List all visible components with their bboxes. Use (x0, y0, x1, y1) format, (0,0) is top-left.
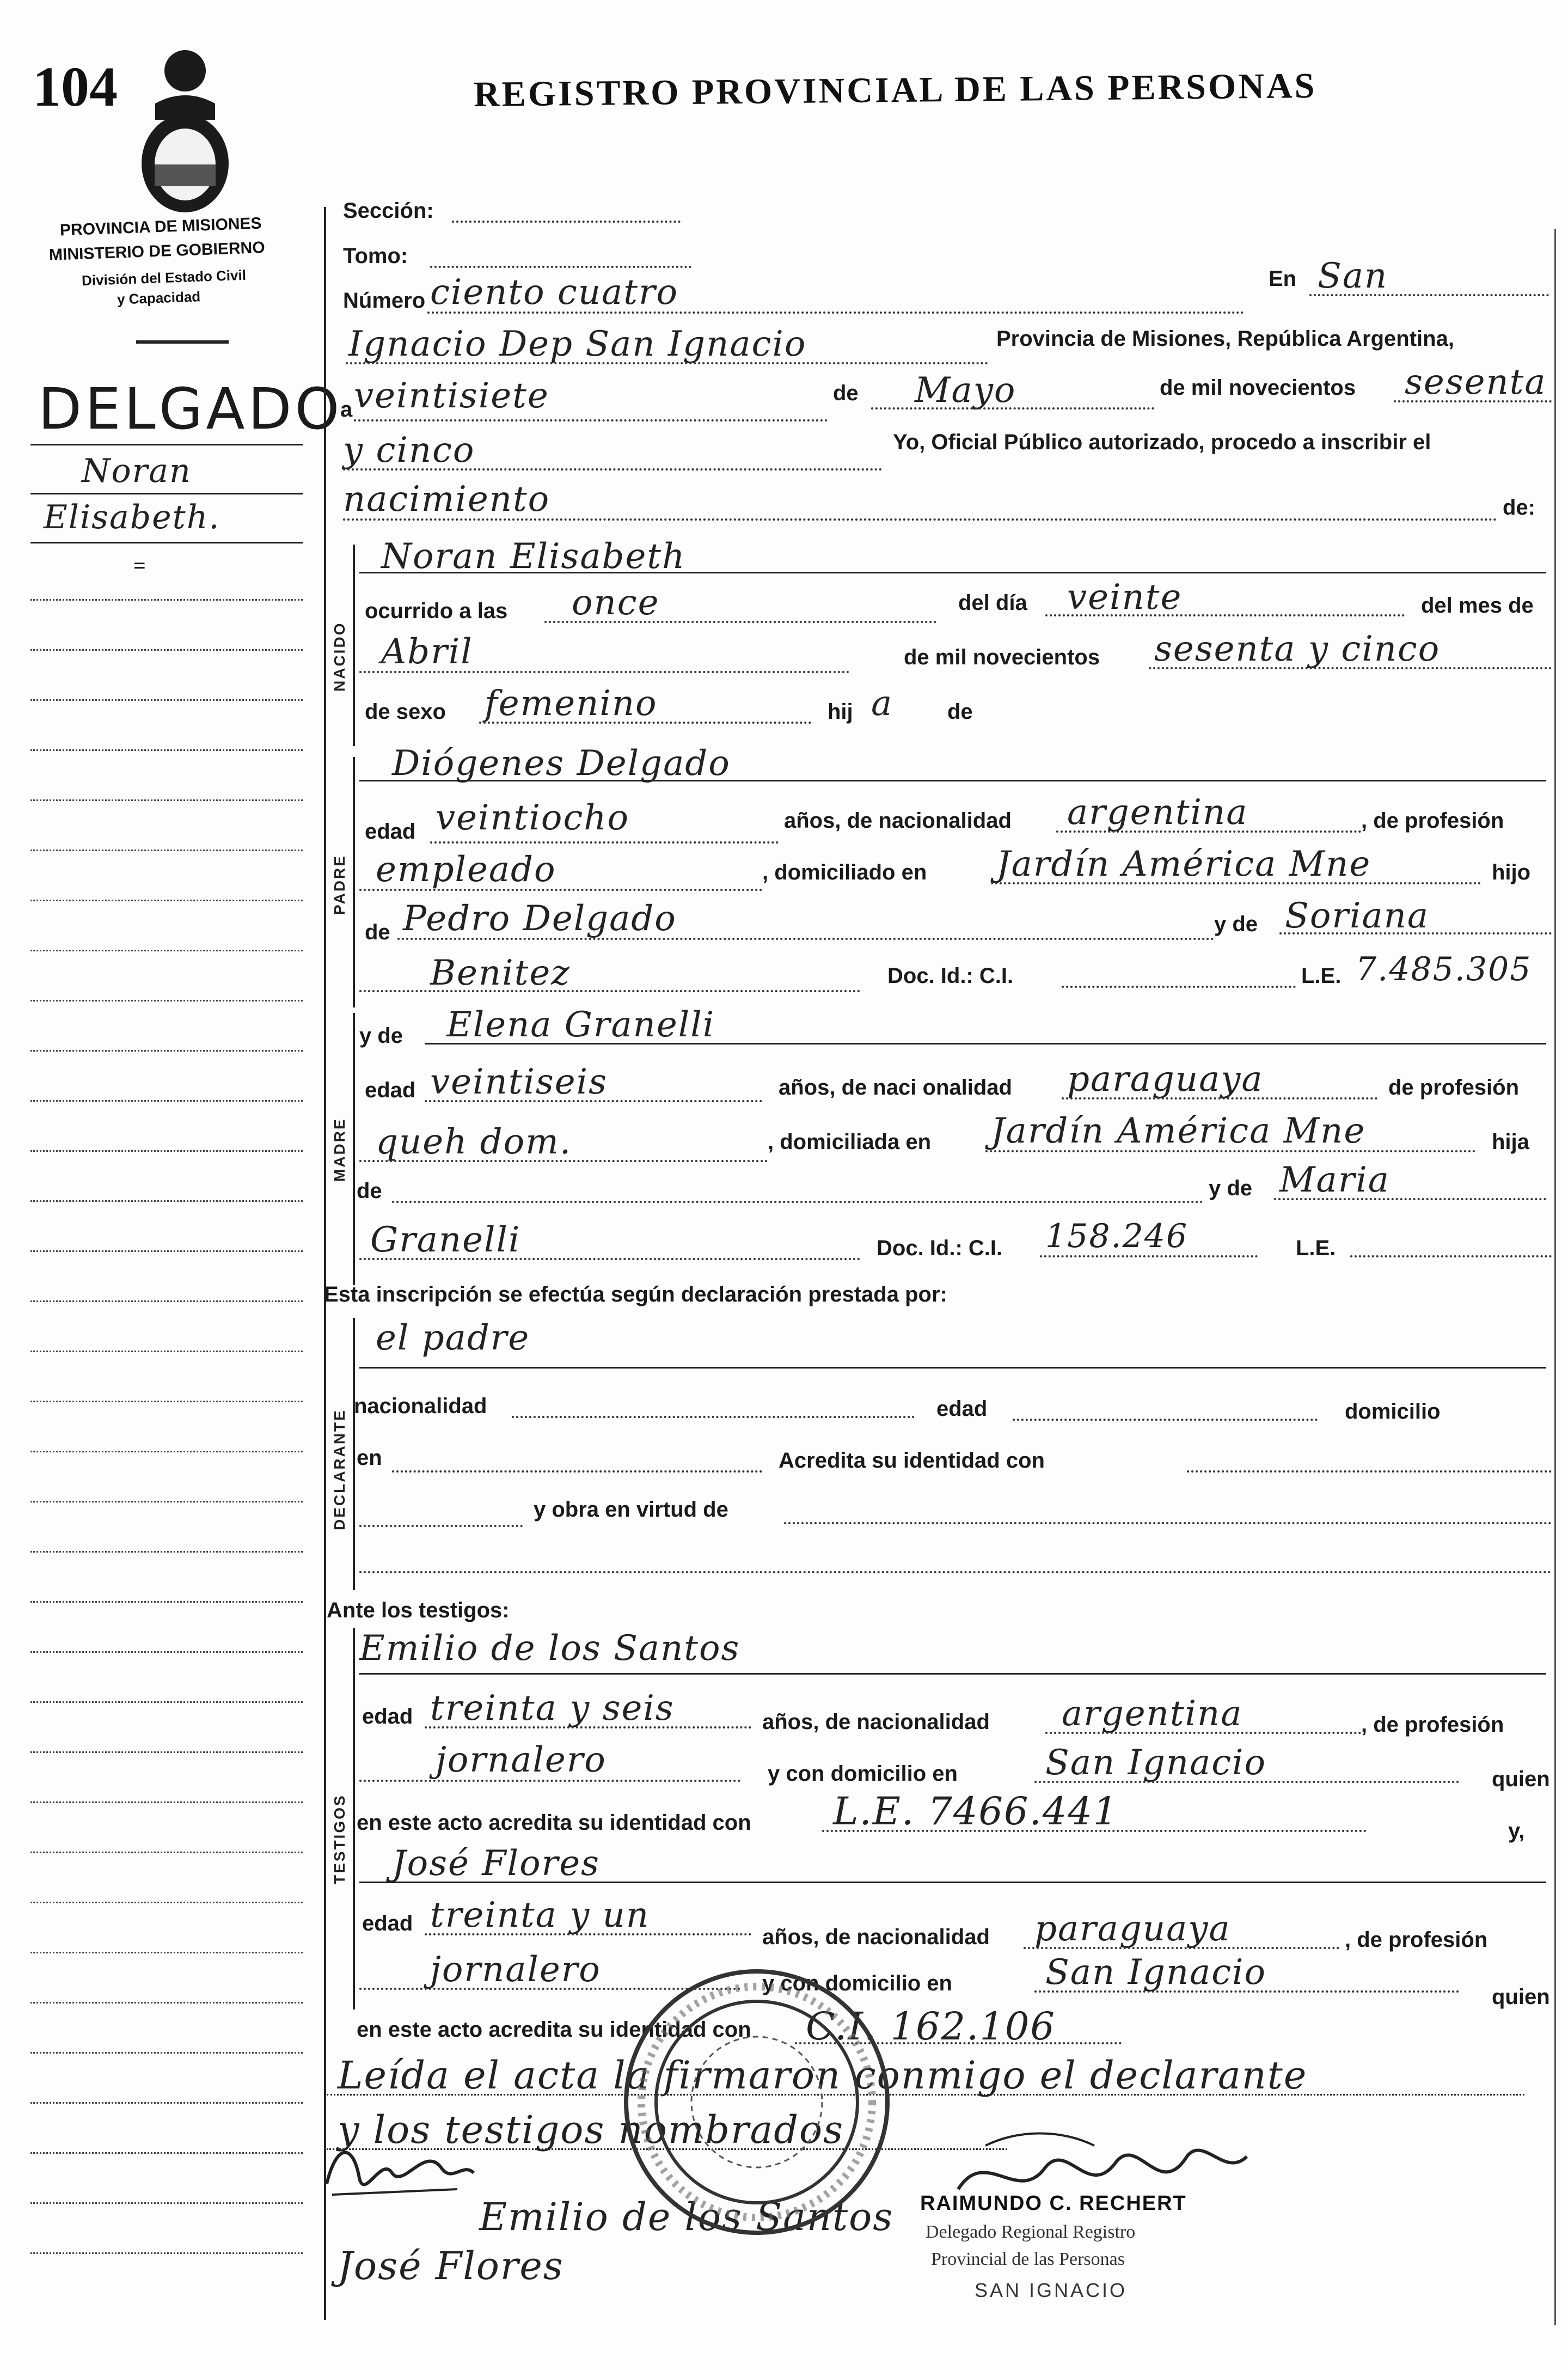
w2-quien-label: quien (1492, 1985, 1550, 2009)
sexo-value: femenino (485, 683, 658, 724)
nacido-tag: NACIDO (331, 621, 348, 692)
w2-nac-value: paraguaya (1034, 1909, 1231, 1949)
padre-nac-field (1056, 830, 1361, 833)
margin-ruled-line (30, 1651, 303, 1653)
en-field (1309, 294, 1549, 296)
padre-mother-field (1279, 932, 1552, 934)
madre-edad-value: veintiseis (430, 1062, 608, 1102)
w2-edad-value: treinta y un (430, 1895, 650, 1935)
official-signature (316, 2124, 479, 2211)
tomo-field (430, 266, 691, 268)
margin-ruled-line (30, 1200, 303, 1202)
madre-nac-label: años, de naci onalidad (779, 1076, 1012, 1100)
margin-ruled-line (30, 1451, 303, 1452)
margin-ruled-line (30, 599, 303, 601)
padre-name: Diógenes Delgado (392, 743, 731, 784)
margin-ruled-line (30, 1351, 303, 1352)
de-label: de (833, 381, 859, 405)
margin-rule-2 (30, 493, 303, 494)
madre-ci-value: 158.246 (1045, 1217, 1189, 1255)
en-value: San (1318, 256, 1388, 296)
testigos-tag: TESTIGOS (331, 1794, 348, 1884)
month-field (871, 407, 1154, 410)
declarante-nac-field (512, 1416, 915, 1418)
declarante-tag: DECLARANTE (331, 1409, 348, 1530)
madre-mother-value-1: Maria (1279, 1160, 1390, 1200)
declarante-en-label: en (357, 1446, 382, 1470)
madre-mother-value-2: Granelli (370, 1220, 521, 1260)
margin-ruled-line (30, 1150, 303, 1152)
ocurrido-label: ocurrido a las (365, 599, 508, 623)
padre-edad-field (430, 841, 779, 844)
padre-bracket (353, 757, 355, 1007)
margin-ruled-line (30, 2052, 303, 2054)
madre-ci-field (1040, 1255, 1258, 1257)
witness-signature-1: Emilio de los Santos (479, 2195, 894, 2239)
nacido-day-field (1045, 614, 1405, 616)
w2-acredita-label: en este acto acredita su identidad con (357, 2018, 751, 2042)
w2-nac-field (1024, 1947, 1339, 1949)
margin-ruled-line (30, 850, 303, 851)
madre-mother2-field (359, 1258, 860, 1260)
madre-dom-value: Jardín América Mne (991, 1111, 1366, 1151)
padre-prof-label: , de profesión (1361, 809, 1504, 833)
padre-le-label: L.E. (1301, 964, 1342, 988)
testigos-intro: Ante los testigos: (327, 1598, 510, 1622)
declarante-bracket (353, 1318, 355, 1590)
margin-ruled-line (30, 2252, 303, 2254)
padre-edad-value: veintiocho (436, 798, 630, 838)
declarante-edad-label: edad (936, 1397, 988, 1421)
declarante-edad-field (1013, 1419, 1318, 1421)
padre-father-value: Pedro Delgado (403, 899, 677, 939)
padre-mother-value-2: Benitez (430, 953, 571, 993)
margin-rule-1 (30, 444, 303, 445)
w2-prof-label: , de profesión (1345, 1928, 1488, 1952)
madre-prof-value: queh dom. (376, 1122, 572, 1162)
sexo-field (479, 722, 811, 724)
madre-le-field (1350, 1255, 1552, 1257)
margin-ruled-line (30, 1050, 303, 1052)
place-value: Ignacio Dep San Ignacio (348, 324, 807, 364)
nacido-name: Noran Elisabeth (381, 536, 686, 577)
agency-line-3: División del Estado Civil (81, 266, 247, 289)
hij-value: a (871, 683, 893, 724)
padre-mother2-field (359, 990, 860, 992)
margin-ruled-line (30, 1300, 303, 1302)
w1-id-value: L.E. 7466.441 (833, 1789, 1119, 1834)
padre-name-field (359, 780, 1546, 781)
margin-ruled-line (30, 1000, 303, 1001)
province-text: Provincia de Misiones, República Argentina, (996, 327, 1454, 351)
madre-prof-label: de profesión (1388, 1076, 1520, 1100)
hour-field (544, 621, 936, 623)
padre-de-label: de (365, 920, 390, 944)
w1-id-field (822, 1830, 1367, 1832)
numero-field (427, 311, 1244, 314)
madre-doc-label: Doc. Id.: C.I. (877, 1236, 1003, 1260)
padre-tag: PADRE (331, 854, 348, 915)
del-mes-label: del mes de (1421, 594, 1534, 618)
padre-yde-label: y de (1214, 912, 1258, 936)
margin-ruled-line (30, 1751, 303, 1753)
nacido-year-field (1149, 667, 1552, 669)
margin-ruled-line (30, 1902, 303, 1903)
declarante-intro: Esta inscripción se efectúa según declaración prestada por: (324, 1282, 947, 1306)
delegate-place: SAN IGNACIO (975, 2279, 1128, 2301)
padre-hijo-label: hijo (1492, 860, 1531, 884)
margin-ruled-line (30, 1551, 303, 1553)
day-value: veintisiete (354, 376, 549, 416)
coat-of-arms-icon (139, 38, 231, 212)
w2-dom-field (1034, 1990, 1459, 1993)
w1-edad-field (425, 1726, 751, 1728)
madre-name: Elena Granelli (446, 1005, 715, 1045)
w1-name: Emilio de los Santos (359, 1628, 740, 1669)
w2-prof-value: jornalero (430, 1950, 601, 1990)
delegate-title-1: Delegado Regional Registro (926, 2222, 1136, 2242)
w1-dom-field (1034, 1781, 1459, 1783)
w1-nac-label: años, de nacionalidad (762, 1710, 990, 1734)
day-field (354, 419, 828, 422)
nacido-name-field (359, 572, 1546, 573)
year-value-2: y cinco (343, 430, 475, 471)
declarante-nac-label: nacionalidad (354, 1394, 487, 1418)
closing-line-1-field (327, 2094, 1524, 2096)
margin-ruled-line (30, 1801, 303, 1803)
seccion-label: Sección: (343, 199, 434, 223)
year-value-1: sesenta (1405, 362, 1547, 402)
margin-given-2: Elisabeth. (44, 498, 220, 536)
margin-given-1: Noran (82, 452, 192, 490)
margin-ruled-line (30, 749, 303, 751)
w2-dom-label: y con domicilio en (762, 1971, 952, 1995)
padre-prof-value: empleado (376, 850, 556, 890)
nacido-de-label: de (947, 700, 973, 724)
agency-line-4: y Capacidad (117, 288, 201, 308)
w1-acredita-label: en este acto acredita su identidad con (357, 1811, 751, 1835)
margin-ruled-line (30, 900, 303, 901)
column-divider (324, 207, 326, 2320)
margin-ruled-line (30, 2152, 303, 2154)
margin-ruled-line (30, 1852, 303, 1853)
padre-nac-value: argentina (1067, 792, 1248, 833)
margin-surname: DELGADO (38, 376, 343, 442)
delegate-title-2: Provincial de las Personas (931, 2249, 1125, 2269)
agency-underline (136, 340, 229, 344)
w1-edad-value: treinta y seis (430, 1688, 675, 1728)
padre-doc-label: Doc. Id.: C.I. (887, 964, 1014, 988)
declarante-obra-field (784, 1522, 1552, 1524)
nacido-year-value: sesenta y cinco (1154, 629, 1441, 669)
margin-mark: = (133, 553, 146, 578)
padre-le-value: 7.485.305 (1356, 950, 1532, 988)
madre-nac-field (1062, 1097, 1377, 1100)
declarante-dom-label: domicilio (1345, 1400, 1441, 1424)
padre-dom-field (991, 882, 1481, 884)
margin-ruled-line (30, 1401, 303, 1402)
w1-y-label: y, (1508, 1819, 1525, 1843)
padre-dom-label: , domiciliado en (762, 860, 927, 884)
madre-name-field (425, 1043, 1546, 1044)
margin-ruled-line (30, 699, 303, 701)
yo-text: Yo, Oficial Público autorizado, procedo a inscribir el (893, 430, 1431, 454)
acto-value: nacimiento (343, 479, 550, 520)
margin-ruled-line (30, 1701, 303, 1703)
madre-le-label: L.E. (1296, 1236, 1336, 1260)
nacido-bracket (353, 545, 355, 746)
madre-dom-label: , domiciliada en (768, 1130, 932, 1154)
margin-ruled-line (30, 950, 303, 951)
madre-hija-label: hija (1492, 1130, 1529, 1154)
seccion-field (452, 221, 681, 223)
declarante-en-field (392, 1470, 762, 1473)
numero-value: ciento cuatro (430, 272, 679, 313)
madre-bracket (353, 1013, 355, 1285)
w1-prof-label: , de profesión (1361, 1713, 1504, 1737)
madre-prof-field (359, 1160, 768, 1162)
w1-nac-field (1045, 1732, 1361, 1734)
w2-edad-label: edad (362, 1911, 413, 1935)
delegate-name: RAIMUNDO C. RECHERT (920, 2192, 1187, 2215)
madre-nac-value: paraguaya (1067, 1059, 1264, 1100)
acto-field (343, 518, 1497, 521)
declarante-acredita-field (1187, 1470, 1552, 1473)
testigos-bracket (353, 1628, 355, 2009)
nacido-month-value: Abril (381, 632, 473, 672)
w1-edad-label: edad (362, 1705, 413, 1728)
padre-mother-value-1: Soriana (1285, 896, 1429, 936)
margin-ruled-line (30, 1601, 303, 1603)
w2-name: José Flores (392, 1843, 600, 1884)
w1-prof-value: jornalero (436, 1740, 607, 1780)
w2-dom-value: San Ignacio (1045, 1952, 1267, 1993)
margin-ruled-line (30, 2102, 303, 2104)
padre-father-field (397, 938, 1214, 940)
sexo-label: de sexo (365, 700, 446, 724)
declarante-extra-field (359, 1571, 1552, 1573)
numero-label: Número (343, 289, 426, 313)
w1-quien-label: quien (1492, 1767, 1550, 1791)
madre-yde2-label: y de (1209, 1176, 1253, 1200)
hour-value: once (572, 583, 660, 623)
a-label: a (340, 398, 353, 422)
padre-ci-field (1062, 986, 1296, 988)
declarante-acredita-label: Acredita su identidad con (779, 1449, 1045, 1473)
closing-line-2: y los testigos nombrados (338, 2108, 844, 2152)
w2-edad-field (425, 1933, 751, 1935)
closing-line-1: Leída el acta la firmaron conmigo el declarante (338, 2053, 1308, 2098)
madre-edad-label: edad (365, 1078, 416, 1102)
del-dia-label: del día (958, 591, 1027, 615)
year2-field (343, 468, 882, 471)
declarante-value-field (359, 1367, 1546, 1369)
margin-ruled-line (30, 649, 303, 651)
margin-ruled-line (30, 1952, 303, 1953)
w1-prof-field (359, 1780, 740, 1782)
margin-ruled-line (30, 1100, 303, 1102)
madre-dom-field (985, 1150, 1475, 1152)
madre-tag: MADRE (331, 1117, 348, 1182)
en-label: En (1269, 267, 1297, 291)
margin-ruled-line (30, 799, 303, 801)
madre-de-label: de (357, 1179, 382, 1203)
margin-ruled-line (30, 2002, 303, 2003)
margin-rule-3 (30, 542, 303, 543)
official-seal-icon (615, 1960, 898, 2244)
page-title: REGISTRO PROVINCIAL DE LAS PERSONAS (473, 65, 1317, 115)
nacido-month-field (359, 671, 849, 673)
year-field (1394, 400, 1552, 402)
padre-prof-field (359, 889, 762, 891)
w2-name-field (359, 1882, 1546, 1883)
w1-name-field (359, 1673, 1546, 1675)
padre-dom-value: Jardín América Mne (996, 844, 1371, 884)
page-number: 104 (33, 56, 118, 118)
w1-nac-value: argentina (1062, 1694, 1243, 1734)
w1-dom-value: San Ignacio (1045, 1743, 1267, 1783)
madre-yde-label: y de (359, 1024, 403, 1048)
madre-father-field-line (392, 1201, 1203, 1203)
tomo-label: Tomo: (343, 244, 408, 268)
margin-ruled-line (30, 1250, 303, 1252)
witness-signature-2: José Flores (338, 2244, 564, 2288)
hij-label: hij (828, 700, 853, 724)
nacido-year-text: de mil novecientos (904, 645, 1100, 669)
padre-edad-label: edad (365, 820, 416, 844)
margin-ruled-line (30, 1501, 303, 1502)
month-value: Mayo (915, 370, 1016, 411)
declarante-obra-lead (359, 1525, 523, 1527)
w1-dom-label: y con domicilio en (768, 1762, 958, 1786)
w2-id-value: C.I. 162.106 (806, 2004, 1056, 2049)
declarante-value: el padre (376, 1318, 530, 1358)
margin-ruled-line (30, 2202, 303, 2204)
place-field (346, 362, 988, 364)
w2-nac-label: años, de nacionalidad (762, 1925, 990, 1949)
agency-line-2: MINISTERIO DE GOBIERNO (48, 239, 266, 264)
padre-nac-label: años, de nacionalidad (784, 809, 1012, 833)
madre-edad-field (425, 1100, 762, 1102)
page-edge (1554, 229, 1556, 2325)
de-end-label: de: (1503, 496, 1535, 520)
declarante-obra-label: y obra en virtud de (534, 1498, 728, 1522)
madre-mother-field (1274, 1198, 1546, 1200)
agency-line-1: PROVINCIA DE MISIONES (59, 214, 262, 240)
nacido-day-value: veinte (1067, 577, 1183, 618)
year-text: de mil novecientos (1160, 376, 1356, 400)
